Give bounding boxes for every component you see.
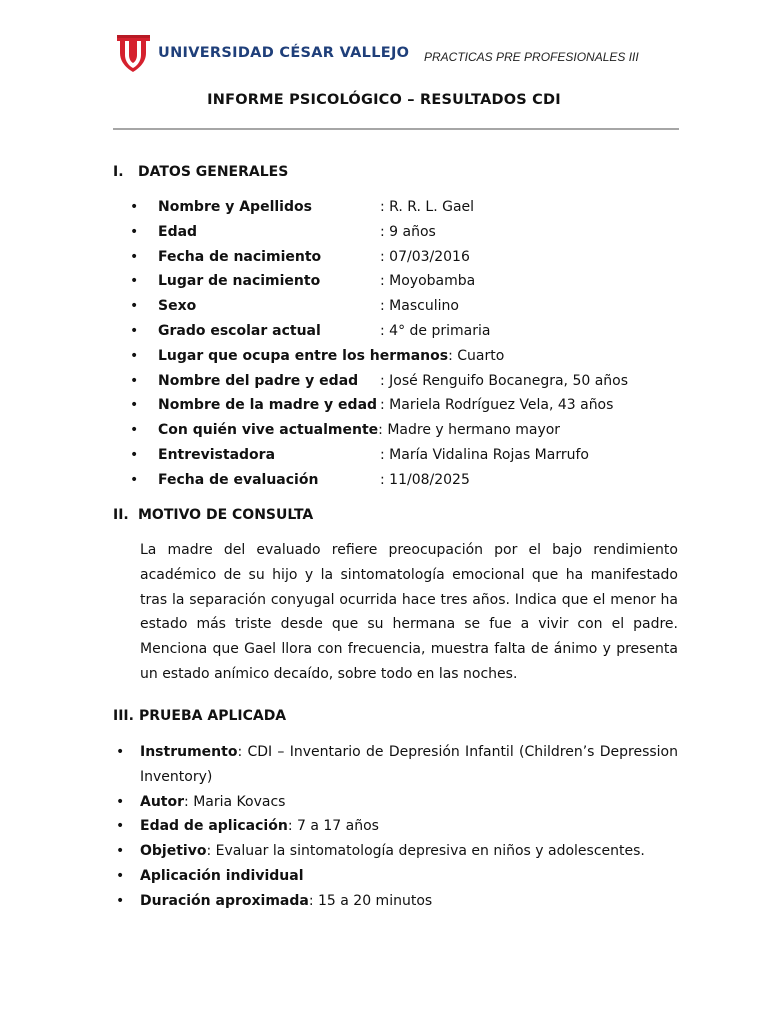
field-value: : 07/03/2016 bbox=[380, 248, 470, 265]
list-item: • Edad : 9 años bbox=[130, 222, 628, 247]
field-value: : 9 años bbox=[380, 223, 436, 240]
title-divider bbox=[113, 128, 679, 130]
field-label: Sexo bbox=[158, 298, 197, 315]
field-label: Grado escolar actual bbox=[158, 322, 321, 339]
list-item: • Nombre de la madre y edad : Mariela Rodríguez Vela, 43 años bbox=[130, 395, 628, 420]
section-number: II. bbox=[113, 507, 129, 523]
section-heading-motivo-de-consulta bbox=[113, 507, 313, 523]
university-shield-icon bbox=[116, 33, 152, 73]
item-label: Objetivo bbox=[140, 843, 207, 860]
field-label: Fecha de evaluación bbox=[158, 471, 319, 488]
university-name: UNIVERSIDAD CÉSAR VALLEJO bbox=[158, 45, 410, 61]
test-info-list bbox=[113, 740, 678, 914]
list-item: • Instrumento: CDI – Inventario de Depresión Infantil (Children’s Depression Inventory) bbox=[116, 744, 678, 785]
list-item: • Lugar de nacimiento : Moyobamba bbox=[130, 271, 628, 296]
item-label: Autor bbox=[140, 793, 185, 810]
list-item: • Nombre y Apellidos : R. R. L. Gael bbox=[130, 197, 628, 222]
field-label: Edad bbox=[158, 223, 198, 240]
list-item: • Grado escolar actual : 4° de primaria bbox=[130, 321, 628, 346]
field-label: Fecha de nacimiento bbox=[158, 248, 322, 265]
list-item: • Aplicación individual bbox=[116, 867, 304, 884]
field-value: : 4° de primaria bbox=[380, 322, 491, 339]
field-value: : José Renguifo Bocanegra, 50 años bbox=[380, 372, 629, 389]
list-item: • Objetivo: Evaluar la sintomatología depresiva en niños y adolescentes. bbox=[116, 843, 645, 860]
list-item: • Fecha de nacimiento : 07/03/2016 bbox=[130, 247, 628, 272]
field-label: Nombre y Apellidos bbox=[158, 199, 312, 215]
list-item: • Autor: Maria Kovacs bbox=[116, 793, 286, 810]
item-label: Aplicación individual bbox=[140, 867, 304, 884]
field-label: Nombre de la madre y edad bbox=[158, 397, 378, 414]
list-item: • Fecha de evaluación : 11/08/2025 bbox=[130, 470, 628, 495]
list-item: • Entrevistadora : María Vidalina Rojas Marrufo bbox=[130, 445, 628, 470]
motivo-paragraph: La madre del evaluado refiere preocupación por el bajo rendimiento académico de su hijo y la sintomatología emocional que ha manifestado tras la separación conyugal ocurrida hace tres años. Indica que el menor ha estado más triste desde que su hermana se fue a vivir con el padre. Menciona que Gael llora con frecuencia, muestra falta de ánimo y presenta un estado anímico decaído, sobre todo en las noches. bbox=[140, 542, 678, 682]
field-label: Nombre del padre y edad bbox=[158, 372, 359, 389]
list-item: • Duración aproximada: 15 a 20 minutos bbox=[116, 892, 433, 909]
list-item: • Edad de aplicación: 7 a 17 años bbox=[116, 818, 379, 835]
list-item: • Lugar que ocupa entre los hermanos : Cuarto bbox=[130, 346, 628, 371]
field-value: : 11/08/2025 bbox=[380, 471, 470, 488]
item-value: : 15 a 20 minutos bbox=[308, 892, 433, 909]
section-number: III. bbox=[113, 708, 134, 724]
item-value: : CDI – Inventario de Depresión Infantil (Children’s Depression Inventory) bbox=[140, 744, 678, 785]
general-data-list bbox=[130, 197, 628, 495]
field-label: Con quién vive actualmente bbox=[158, 422, 379, 439]
item-label: Duración aproximada bbox=[140, 892, 309, 909]
field-value: : R. R. L. Gael bbox=[380, 199, 475, 215]
section-number: I. bbox=[113, 164, 124, 180]
section-heading-prueba-aplicada bbox=[113, 708, 286, 724]
field-value: : Masculino bbox=[380, 298, 459, 315]
university-logo bbox=[116, 33, 409, 73]
list-item: • Nombre del padre y edad : José Renguifo Bocanegra, 50 años bbox=[130, 371, 628, 396]
item-label: Edad de aplicación bbox=[140, 818, 288, 835]
item-label: Instrumento bbox=[140, 744, 238, 760]
field-label: Lugar que ocupa entre los hermanos bbox=[158, 347, 449, 364]
list-item: • Sexo : Masculino bbox=[130, 296, 628, 321]
course-header: PRACTICAS PRE PROFESIONALES III bbox=[424, 50, 639, 64]
list-item: • Con quién vive actualmente : Madre y hermano mayor bbox=[130, 420, 628, 445]
field-value: : Moyobamba bbox=[380, 273, 476, 290]
section-heading-datos-generales bbox=[113, 164, 288, 180]
item-value: : Maria Kovacs bbox=[184, 793, 286, 810]
item-value: : Evaluar la sintomatología depresiva en niños y adolescentes. bbox=[206, 843, 645, 860]
field-label: Lugar de nacimiento bbox=[158, 273, 321, 290]
field-value: : Mariela Rodríguez Vela, 43 años bbox=[380, 397, 614, 414]
field-value: : María Vidalina Rojas Marrufo bbox=[380, 446, 589, 463]
field-value: : Cuarto bbox=[448, 347, 505, 364]
section-title: DATOS GENERALES bbox=[138, 164, 289, 180]
field-value: : Madre y hermano mayor bbox=[378, 422, 561, 439]
section-title: MOTIVO DE CONSULTA bbox=[138, 507, 314, 523]
item-value: : 7 a 17 años bbox=[287, 818, 379, 835]
field-label: Entrevistadora bbox=[158, 446, 276, 463]
document-title: INFORME PSICOLÓGICO – RESULTADOS CDI bbox=[207, 92, 561, 108]
section-title: PRUEBA APLICADA bbox=[139, 708, 287, 724]
